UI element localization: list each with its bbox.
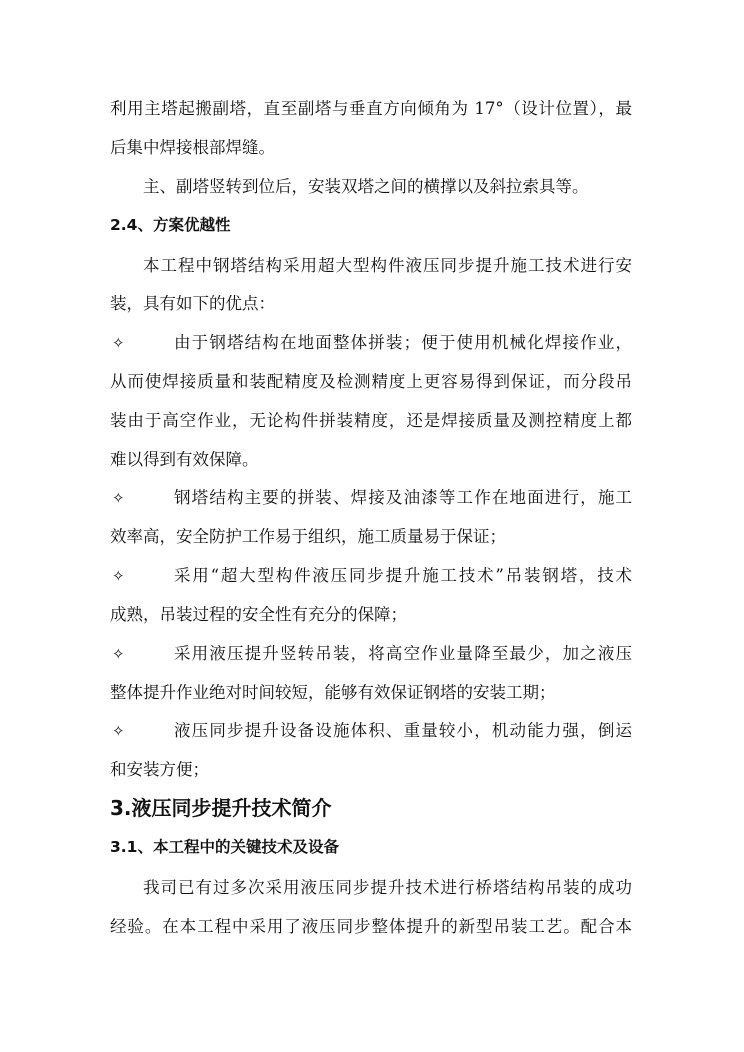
- bullet-diamond-icon: ✧: [112, 645, 125, 663]
- bullet-item-line: 难以得到有效保障。: [110, 450, 259, 469]
- bullet-diamond-icon: ✧: [112, 567, 125, 585]
- paragraph-line: 我司已有过多次采用液压同步提升技术进行桥塔结构吊装的成功: [143, 878, 632, 897]
- section-heading-3: 3.液压同步提升技术简介: [110, 796, 332, 820]
- bullet-item-first-line: 采用“超大型构件液压同步提升施工技术”吊装钢塔，技术: [174, 566, 632, 585]
- bullet-item-line: 装由于高空作业，无论构件拼装精度，还是焊接质量及测控精度上都: [110, 411, 632, 430]
- bullet-diamond-icon: ✧: [112, 489, 125, 507]
- bullet-diamond-icon: ✧: [112, 334, 125, 352]
- bullet-item-line: 从而使焊接质量和装配精度及检测精度上更容易得到保证，而分段吊: [110, 372, 632, 391]
- paragraph-line: 后集中焊接根部焊缝。: [110, 138, 275, 157]
- bullet-item-line: 成熟，吊装过程的安全性有充分的保障；: [110, 605, 407, 624]
- bullet-item-first-line: 采用液压提升竖转吊装，将高空作业量降至最少，加之液压: [174, 644, 632, 663]
- bullet-item-line: 和安装方便；: [110, 760, 209, 779]
- section-heading-3-1: 3.1、本工程中的关键技术及设备: [110, 838, 339, 856]
- bullet-item-first-line: 液压同步提升设备设施体积、重量较小，机动能力强，倒运: [174, 721, 632, 740]
- bullet-item-first-line: 由于钢塔结构在地面整体拼装；便于使用机械化焊接作业，: [174, 333, 632, 352]
- paragraph-line: 利用主塔起搬副塔，直至副塔与垂直方向倾角为 17°（设计位置），最: [110, 99, 632, 118]
- paragraph-line: 经验。在本工程中采用了液压同步整体提升的新型吊装工艺。配合本: [110, 917, 632, 936]
- bullet-diamond-icon: ✧: [112, 722, 125, 740]
- paragraph-line: 装，具有如下的优点：: [110, 294, 275, 313]
- bullet-item-line: 整体提升作业绝对时间较短，能够有效保证钢塔的安装工期；: [110, 683, 556, 702]
- paragraph-line: 主、副塔竖转到位后，安装双塔之间的横撑以及斜拉索具等。: [143, 177, 589, 196]
- paragraph-line: 本工程中钢塔结构采用超大型构件液压同步提升施工技术进行安: [143, 256, 632, 275]
- bullet-item-first-line: 钢塔结构主要的拼装、焊接及油漆等工作在地面进行，施工: [174, 488, 632, 507]
- bullet-item-line: 效率高，安全防护工作易于组织，施工质量易于保证；: [110, 527, 506, 546]
- section-heading-2-4: 2.4、方案优越性: [110, 216, 231, 234]
